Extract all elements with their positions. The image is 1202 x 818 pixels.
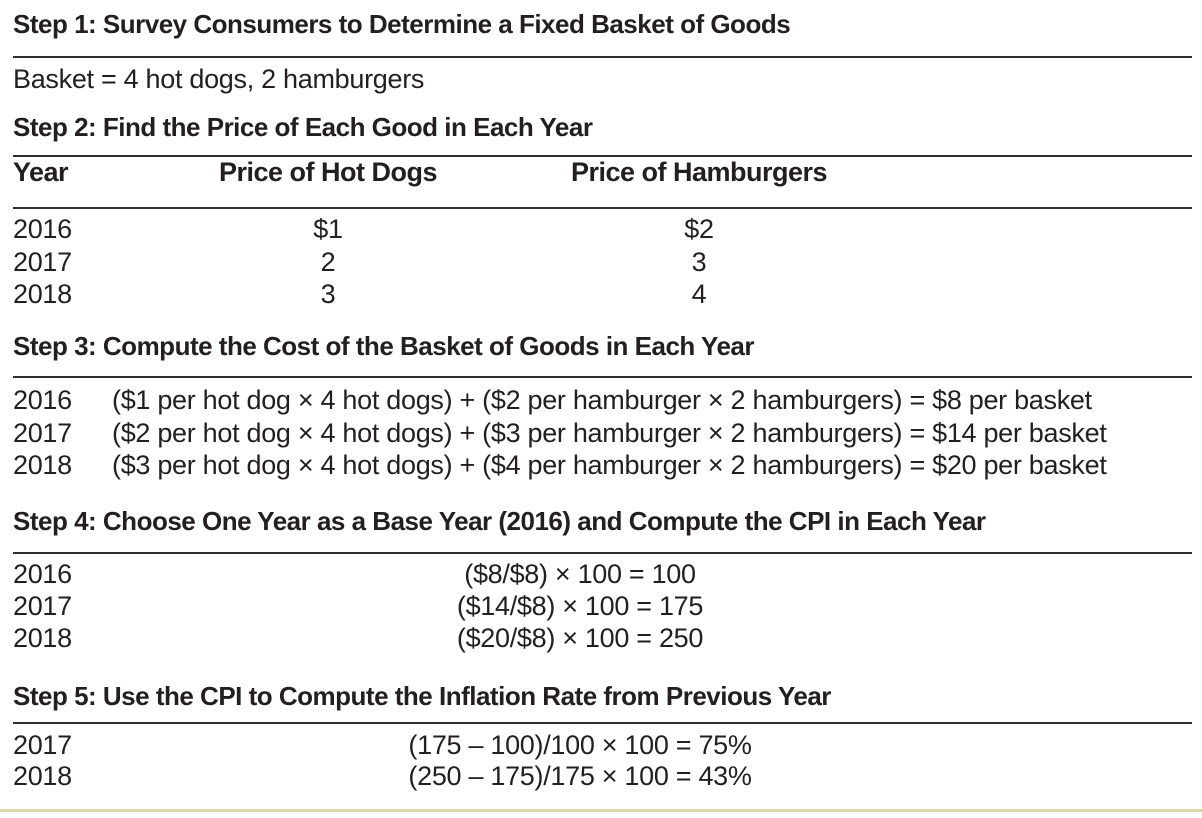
step3-heading [0, 330, 1202, 363]
cpi-row [0, 590, 1202, 623]
basket-cost-row [0, 417, 1202, 450]
year-cell: 2018 [13, 623, 72, 653]
hamburger-price-cell: 3 [691, 247, 707, 277]
year-cell: 2018 [13, 450, 72, 480]
hot-dog-price-cell: 2 [320, 247, 336, 277]
step4-heading [0, 505, 1202, 538]
header-hamburgers: Price of Hamburgers [570, 157, 828, 187]
basket-definition-text: Basket = 4 hot dogs, 2 hamburgers [13, 64, 425, 94]
basket-cost-row [0, 449, 1202, 482]
inflation-formula: (175 – 100)/100 × 100 = 75% [408, 730, 752, 760]
year-cell: 2016 [13, 214, 72, 244]
rule-under-step1 [13, 56, 1192, 58]
cpi-formula: ($14/$8) × 100 = 175 [456, 591, 704, 621]
year-cell: 2017 [13, 418, 72, 448]
rule-under-step4 [13, 552, 1192, 554]
rule-under-step5 [13, 722, 1192, 724]
basket-cost-formula: ($2 per hot dog × 4 hot dogs) + ($3 per hamburger × 2 hamburgers) = $14 per basket [112, 418, 1107, 448]
header-hot-dogs: Price of Hot Dogs [218, 157, 438, 187]
cpi-row [0, 558, 1202, 591]
inflation-formula: (250 – 175)/175 × 100 = 43% [408, 761, 752, 791]
step1-heading-text: Step 1: Survey Consumers to Determine a Fixed Basket of Goods [13, 9, 791, 39]
year-cell: 2017 [13, 591, 72, 621]
year-cell: 2016 [13, 385, 72, 415]
rule-under-table-header [13, 207, 1192, 209]
inflation-row [0, 729, 1202, 762]
hot-dog-price-cell: $1 [313, 214, 343, 244]
header-year: Year [13, 157, 69, 187]
year-cell: 2016 [13, 559, 72, 589]
hamburger-price-cell: 4 [691, 279, 707, 309]
price-table-row [0, 278, 1202, 311]
step4-heading-text: Step 4: Choose One Year as a Base Year (2016) and Compute the CPI in Each Year [13, 506, 986, 536]
year-cell: 2018 [13, 279, 72, 309]
inflation-row [0, 760, 1202, 793]
basket-cost-formula: ($1 per hot dog × 4 hot dogs) + ($2 per hamburger × 2 hamburgers) = $8 per basket [112, 385, 1092, 415]
step2-heading [0, 111, 1202, 144]
step5-heading [0, 680, 1202, 713]
step3-heading-text: Step 3: Compute the Cost of the Basket of Goods in Each Year [13, 331, 754, 361]
price-table-row [0, 213, 1202, 246]
hot-dog-price-cell: 3 [320, 279, 336, 309]
step5-heading-text: Step 5: Use the CPI to Compute the Inflation Rate from Previous Year [13, 681, 831, 711]
cpi-formula: ($8/$8) × 100 = 100 [464, 559, 696, 589]
basket-cost-row [0, 384, 1202, 417]
bottom-accent-rule [0, 809, 1202, 812]
price-table-row [0, 246, 1202, 279]
basket-cost-formula: ($3 per hot dog × 4 hot dogs) + ($4 per hamburger × 2 hamburgers) = $20 per basket [112, 450, 1107, 480]
year-cell: 2018 [13, 761, 72, 791]
step2-heading-text: Step 2: Find the Price of Each Good in Each Year [13, 112, 593, 142]
price-table-header-row [0, 156, 1202, 189]
step1-heading [0, 8, 1202, 41]
step1-body-row [0, 63, 1202, 96]
year-cell: 2017 [13, 247, 72, 277]
hamburger-price-cell: $2 [684, 214, 714, 244]
cpi-row [0, 622, 1202, 655]
year-cell: 2017 [13, 730, 72, 760]
cpi-formula: ($20/$8) × 100 = 250 [456, 623, 704, 653]
rule-under-step3 [13, 376, 1192, 378]
